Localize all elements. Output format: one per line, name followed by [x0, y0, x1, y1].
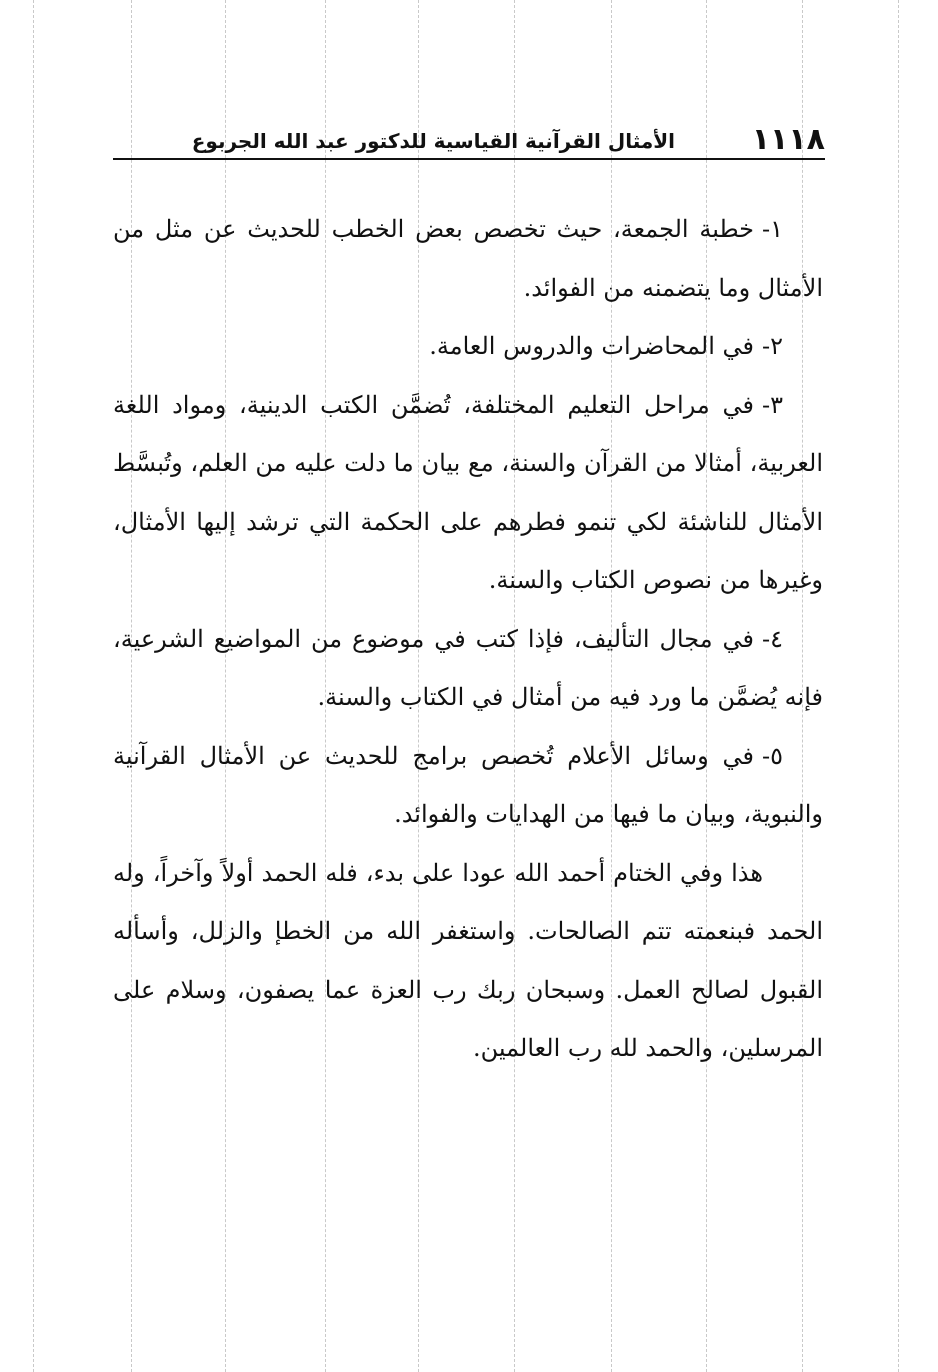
running-title: الأمثال القرآنية القياسية للدكتور عبد الله الجربوع	[191, 129, 675, 153]
paragraph	[113, 610, 823, 727]
paragraph-text: في وسائل الأعلام تُخصص برامج للحديث عن الأمثال القرآنية والنبوية، وبيان ما فيها من الهدايات والفوائد.	[113, 741, 823, 828]
paragraph	[113, 317, 823, 376]
paragraph-text: خطبة الجمعة، حيث تخصص بعض الخطب للحديث عن مثل من الأمثال وما يتضمنه من الفوائد.	[113, 215, 823, 302]
body-text	[113, 200, 823, 1078]
guide-line	[33, 0, 34, 1372]
guide-line	[898, 0, 899, 1372]
paragraph	[113, 844, 823, 1078]
page-number: ١١١٨	[751, 122, 825, 157]
item-number: ٥-	[762, 741, 783, 770]
item-number: ٢-	[762, 332, 783, 360]
paragraph-text: هذا وفي الختام أحمد الله عودا على بدء، فله الحمد أولاً وآخراً، وله الحمد فبنعمته تتم الصالحات. واستغفر الله من الخطإ والزلل، وأسأله القبول لصالح العمل. وسبحان ربك رب العزة عما يصفون، وسلام على المرسلين، والحمد لله رب العالمين.	[113, 858, 824, 1062]
item-number: ٤-	[762, 624, 783, 653]
header-rule	[113, 158, 825, 160]
paragraph	[113, 200, 823, 317]
paragraph	[113, 727, 823, 844]
paragraph	[113, 376, 823, 610]
item-number: ٣-	[762, 390, 783, 419]
paragraph-text: في مجال التأليف، فإذا كتب في موضوع من المواضيع الشرعية، فإنه يُضمَّن ما ورد فيه من أمثال في الكتاب والسنة.	[113, 624, 823, 711]
paragraph-text: في مراحل التعليم المختلفة، تُضمَّن الكتب الدينية، ومواد اللغة العربية، أمثالا من القرآن والسنة، مع بيان ما دلت عليه من العلم، وتُبسَّط الأمثال للناشئة لكي تنمو فطرهم على الحكمة التي ترشد إليها الأمثال، وغيرها من نصوص الكتاب والسنة.	[113, 390, 823, 594]
page-header	[113, 122, 825, 158]
item-number: ١-	[762, 215, 783, 243]
paragraph-text: في المحاضرات والدروس العامة.	[429, 332, 754, 360]
